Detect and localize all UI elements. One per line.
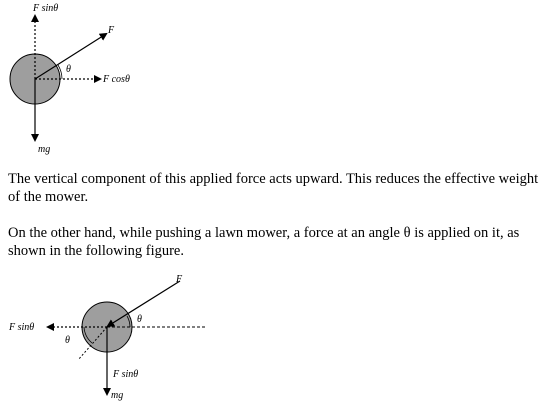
theta-right-label: θ (137, 314, 142, 325)
f-sin-down-label: F sinθ (113, 369, 139, 380)
mg-label: mg (111, 390, 124, 401)
f-sin-left-label: F sinθ (9, 322, 35, 333)
mg-label: mg (38, 144, 51, 155)
f-label: F (108, 25, 115, 36)
theta-left-label: θ (65, 335, 70, 346)
f-label: F (176, 274, 183, 285)
pulling-force-diagram (0, 0, 546, 160)
theta-label: θ (66, 64, 71, 75)
f-cos-label: F cosθ (103, 74, 130, 85)
paragraph-pushing-mower: On the other hand, while pushing a lawn mower, a force at an angle θ is applied on it, as shown in the following figure. (8, 225, 520, 259)
f-sin-label: F sinθ (33, 3, 59, 14)
f-arrow (108, 281, 180, 326)
pushing-force-diagram (0, 270, 546, 406)
paragraph-vertical-component: The vertical component of this applied force acts upward. This reduces the effective weight of the mower. (8, 171, 539, 205)
